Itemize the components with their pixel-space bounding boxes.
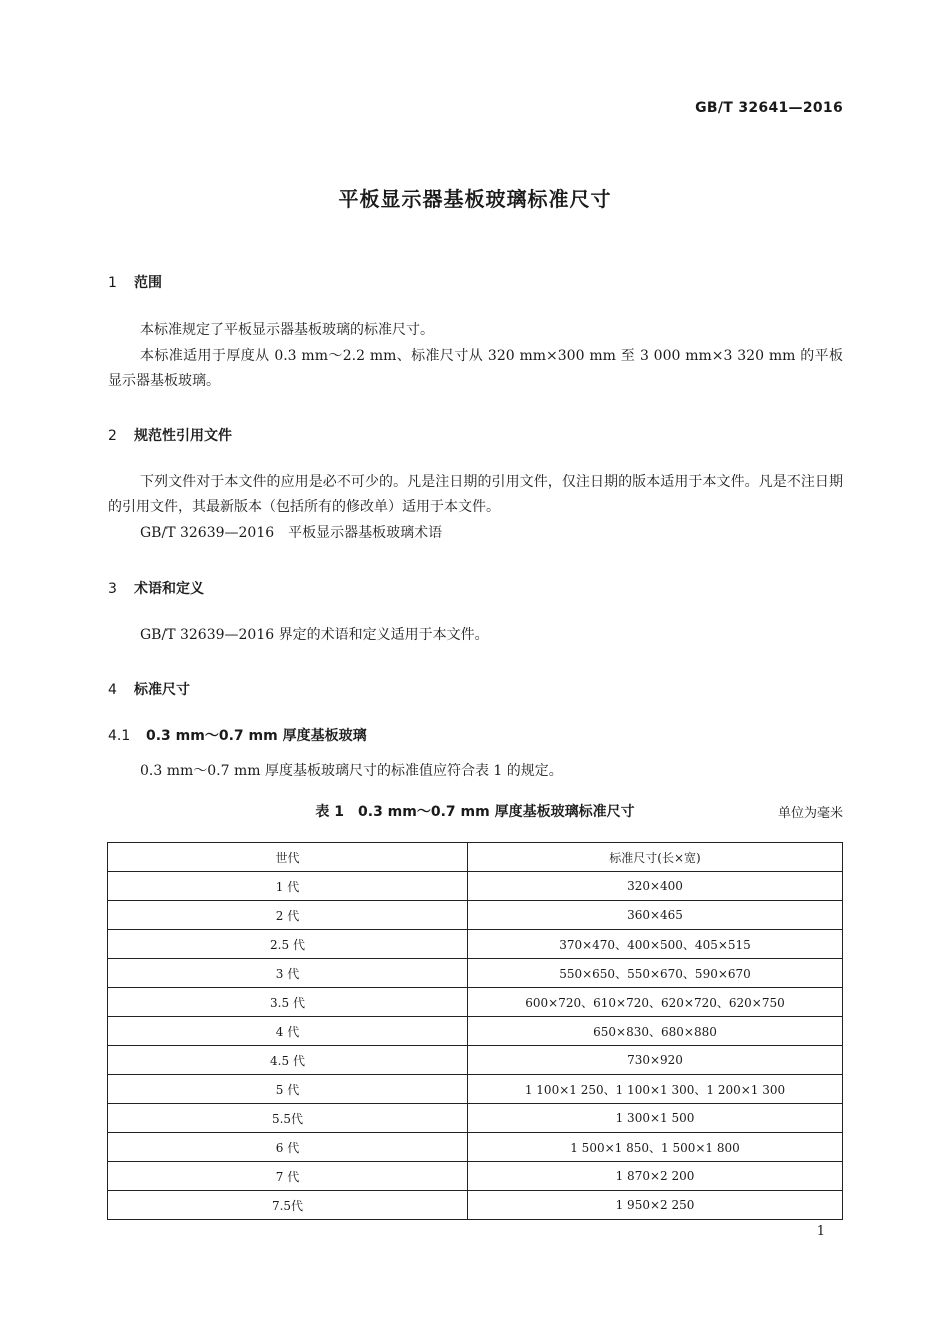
generation-cell: 4.5 代 [108, 1046, 468, 1075]
section-4-heading [108, 679, 190, 699]
document-title: 平板显示器基板玻璃标准尺寸 [338, 187, 612, 211]
section-3-paragraph-1: GB/T 32639—2016 界定的术语和定义适用于本文件。 [140, 627, 489, 643]
table-row [108, 901, 843, 930]
size-cell: 650×830、680×880 [468, 1017, 843, 1046]
size-cell: 600×720、610×720、620×720、620×750 [468, 988, 843, 1017]
standard-size-table [107, 842, 843, 1220]
section-title: 0.3 mm～0.7 mm 厚度基板玻璃 [146, 728, 367, 744]
table-caption: 表 1 0.3 mm～0.7 mm 厚度基板玻璃标准尺寸 [315, 804, 635, 820]
section-1-paragraph-1: 本标准规定了平板显示器基板玻璃的标准尺寸。 [140, 322, 434, 338]
header-standard-size: 标准尺寸(长×宽) [468, 843, 843, 872]
section-number: 2 [108, 428, 117, 444]
section-number: 4 [108, 682, 117, 698]
table-row [108, 1162, 843, 1191]
section-4-1-paragraph-1: 0.3 mm～0.7 mm 厚度基板玻璃尺寸的标准值应符合表 1 的规定。 [140, 763, 563, 779]
table-row [108, 1191, 843, 1220]
size-cell: 1 500×1 850、1 500×1 800 [468, 1133, 843, 1162]
standard-code: GB/T 32641—2016 [695, 100, 843, 116]
section-title: 规范性引用文件 [134, 428, 232, 444]
section-2-heading [108, 425, 232, 445]
table-unit: 单位为毫米 [777, 806, 843, 821]
generation-cell: 5.5代 [108, 1104, 468, 1133]
section-title: 术语和定义 [134, 581, 204, 597]
size-cell: 1 100×1 250、1 100×1 300、1 200×1 300 [468, 1075, 843, 1104]
generation-cell: 1 代 [108, 872, 468, 901]
size-cell: 320×400 [468, 872, 843, 901]
generation-cell: 2 代 [108, 901, 468, 930]
table-row [108, 959, 843, 988]
table-header-row [108, 843, 843, 872]
generation-cell: 4 代 [108, 1017, 468, 1046]
section-1-paragraph-2: 本标准适用于厚度从 0.3 mm～2.2 mm、标准尺寸从 320 mm×300 mm 至 3 000 mm×3 320 mm 的平板显示器基板玻璃。 [108, 348, 843, 389]
size-cell: 360×465 [468, 901, 843, 930]
section-1-heading [108, 272, 162, 292]
table-row [108, 1017, 843, 1046]
size-cell: 1 870×2 200 [468, 1162, 843, 1191]
page-number: 1 [816, 1224, 825, 1239]
generation-cell: 2.5 代 [108, 930, 468, 959]
section-title: 范围 [134, 275, 162, 291]
generation-cell: 7.5代 [108, 1191, 468, 1220]
table-row [108, 988, 843, 1017]
size-cell: 1 950×2 250 [468, 1191, 843, 1220]
table-row [108, 1075, 843, 1104]
section-title: 标准尺寸 [134, 682, 190, 698]
section-4-1-heading [108, 725, 367, 745]
generation-cell: 7 代 [108, 1162, 468, 1191]
generation-cell: 6 代 [108, 1133, 468, 1162]
section-2-paragraph-1: 下列文件对于本文件的应用是必不可少的。凡是注日期的引用文件，仅注日期的版本适用于本文件。凡是不注日期的引用文件，其最新版本（包括所有的修改单）适用于本文件。 [108, 474, 843, 515]
size-cell: 1 300×1 500 [468, 1104, 843, 1133]
section-3-heading [108, 578, 204, 598]
header-generation: 世代 [108, 843, 468, 872]
section-number: 3 [108, 581, 117, 597]
section-number: 4.1 [108, 728, 131, 744]
section-number: 1 [108, 275, 117, 291]
size-cell: 730×920 [468, 1046, 843, 1075]
table-row [108, 1046, 843, 1075]
normative-reference: GB/T 32639—2016 平板显示器基板玻璃术语 [140, 525, 443, 541]
generation-cell: 3.5 代 [108, 988, 468, 1017]
size-cell: 550×650、550×670、590×670 [468, 959, 843, 988]
table-row [108, 1133, 843, 1162]
size-cell: 370×470、400×500、405×515 [468, 930, 843, 959]
table-row [108, 872, 843, 901]
table-row [108, 930, 843, 959]
table-row [108, 1104, 843, 1133]
generation-cell: 5 代 [108, 1075, 468, 1104]
generation-cell: 3 代 [108, 959, 468, 988]
